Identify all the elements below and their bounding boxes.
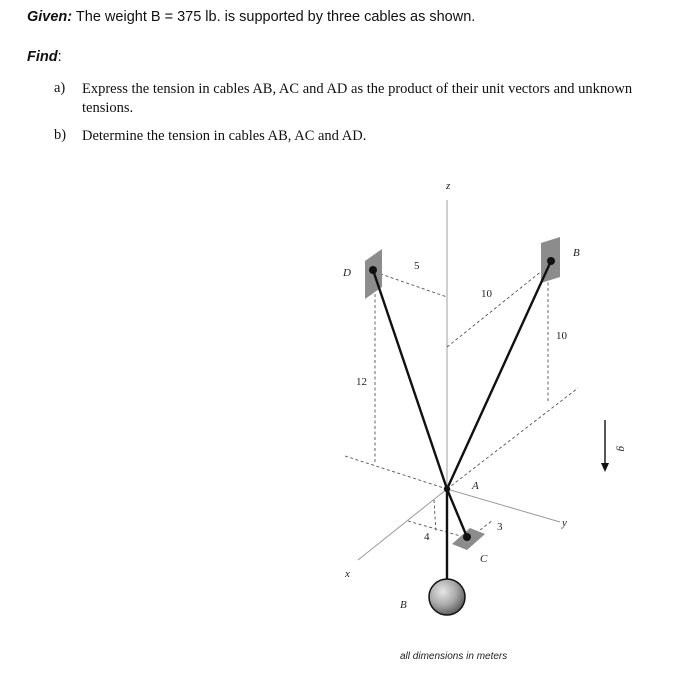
label-c: C [480,553,488,565]
find-item-b-text: Determine the tension in cables AB, AC and AD. [82,128,367,144]
cable-ac [447,489,467,537]
find-item-a-text: Express the tension in cables AB, AC and AD as the product of their unit vectors and unknown tensions. [82,81,633,116]
cable-ab [447,261,551,489]
find-heading: Find: [27,49,62,65]
x-axis-label: x [345,568,350,580]
dim-c-y: 3 [497,521,503,533]
y-axis [447,489,560,522]
joint-c [463,533,471,541]
dim-d-offset: 5 [414,260,420,272]
given-label: Given [27,9,68,25]
label-d: D [343,267,351,279]
dimension-lines [345,266,578,540]
label-b-weight: B [400,599,407,611]
label-b-support: B [573,247,580,259]
given-line: Given: The weight B = 375 lb. is supported by three cables as shown. [27,9,476,25]
find-label: Find [27,49,58,65]
axes [358,200,560,560]
cables [373,261,551,580]
joint-a [444,486,450,492]
given-text: The weight B = 375 lb. is supported by three cables as shown. [75,9,476,25]
y-axis-label: y [562,517,567,529]
cable-ad [373,270,447,489]
dim-b-offset: 10 [481,288,492,300]
z-axis-label: z [446,180,451,192]
figure-caption: all dimensions in meters [400,651,508,662]
dim-b-height: 10 [556,330,567,342]
gravity-label: g [616,446,628,452]
find-item-b-marker: b) [54,127,67,143]
dim-c-x: 4 [424,531,430,543]
gravity-arrow [601,420,609,472]
label-a: A [472,480,479,492]
find-item-a-marker: a) [54,80,66,96]
joint-b [547,257,555,265]
joint-d [369,266,377,274]
weight-ball [429,579,465,615]
x-axis [358,489,447,560]
dim-d-height: 12 [356,376,367,388]
